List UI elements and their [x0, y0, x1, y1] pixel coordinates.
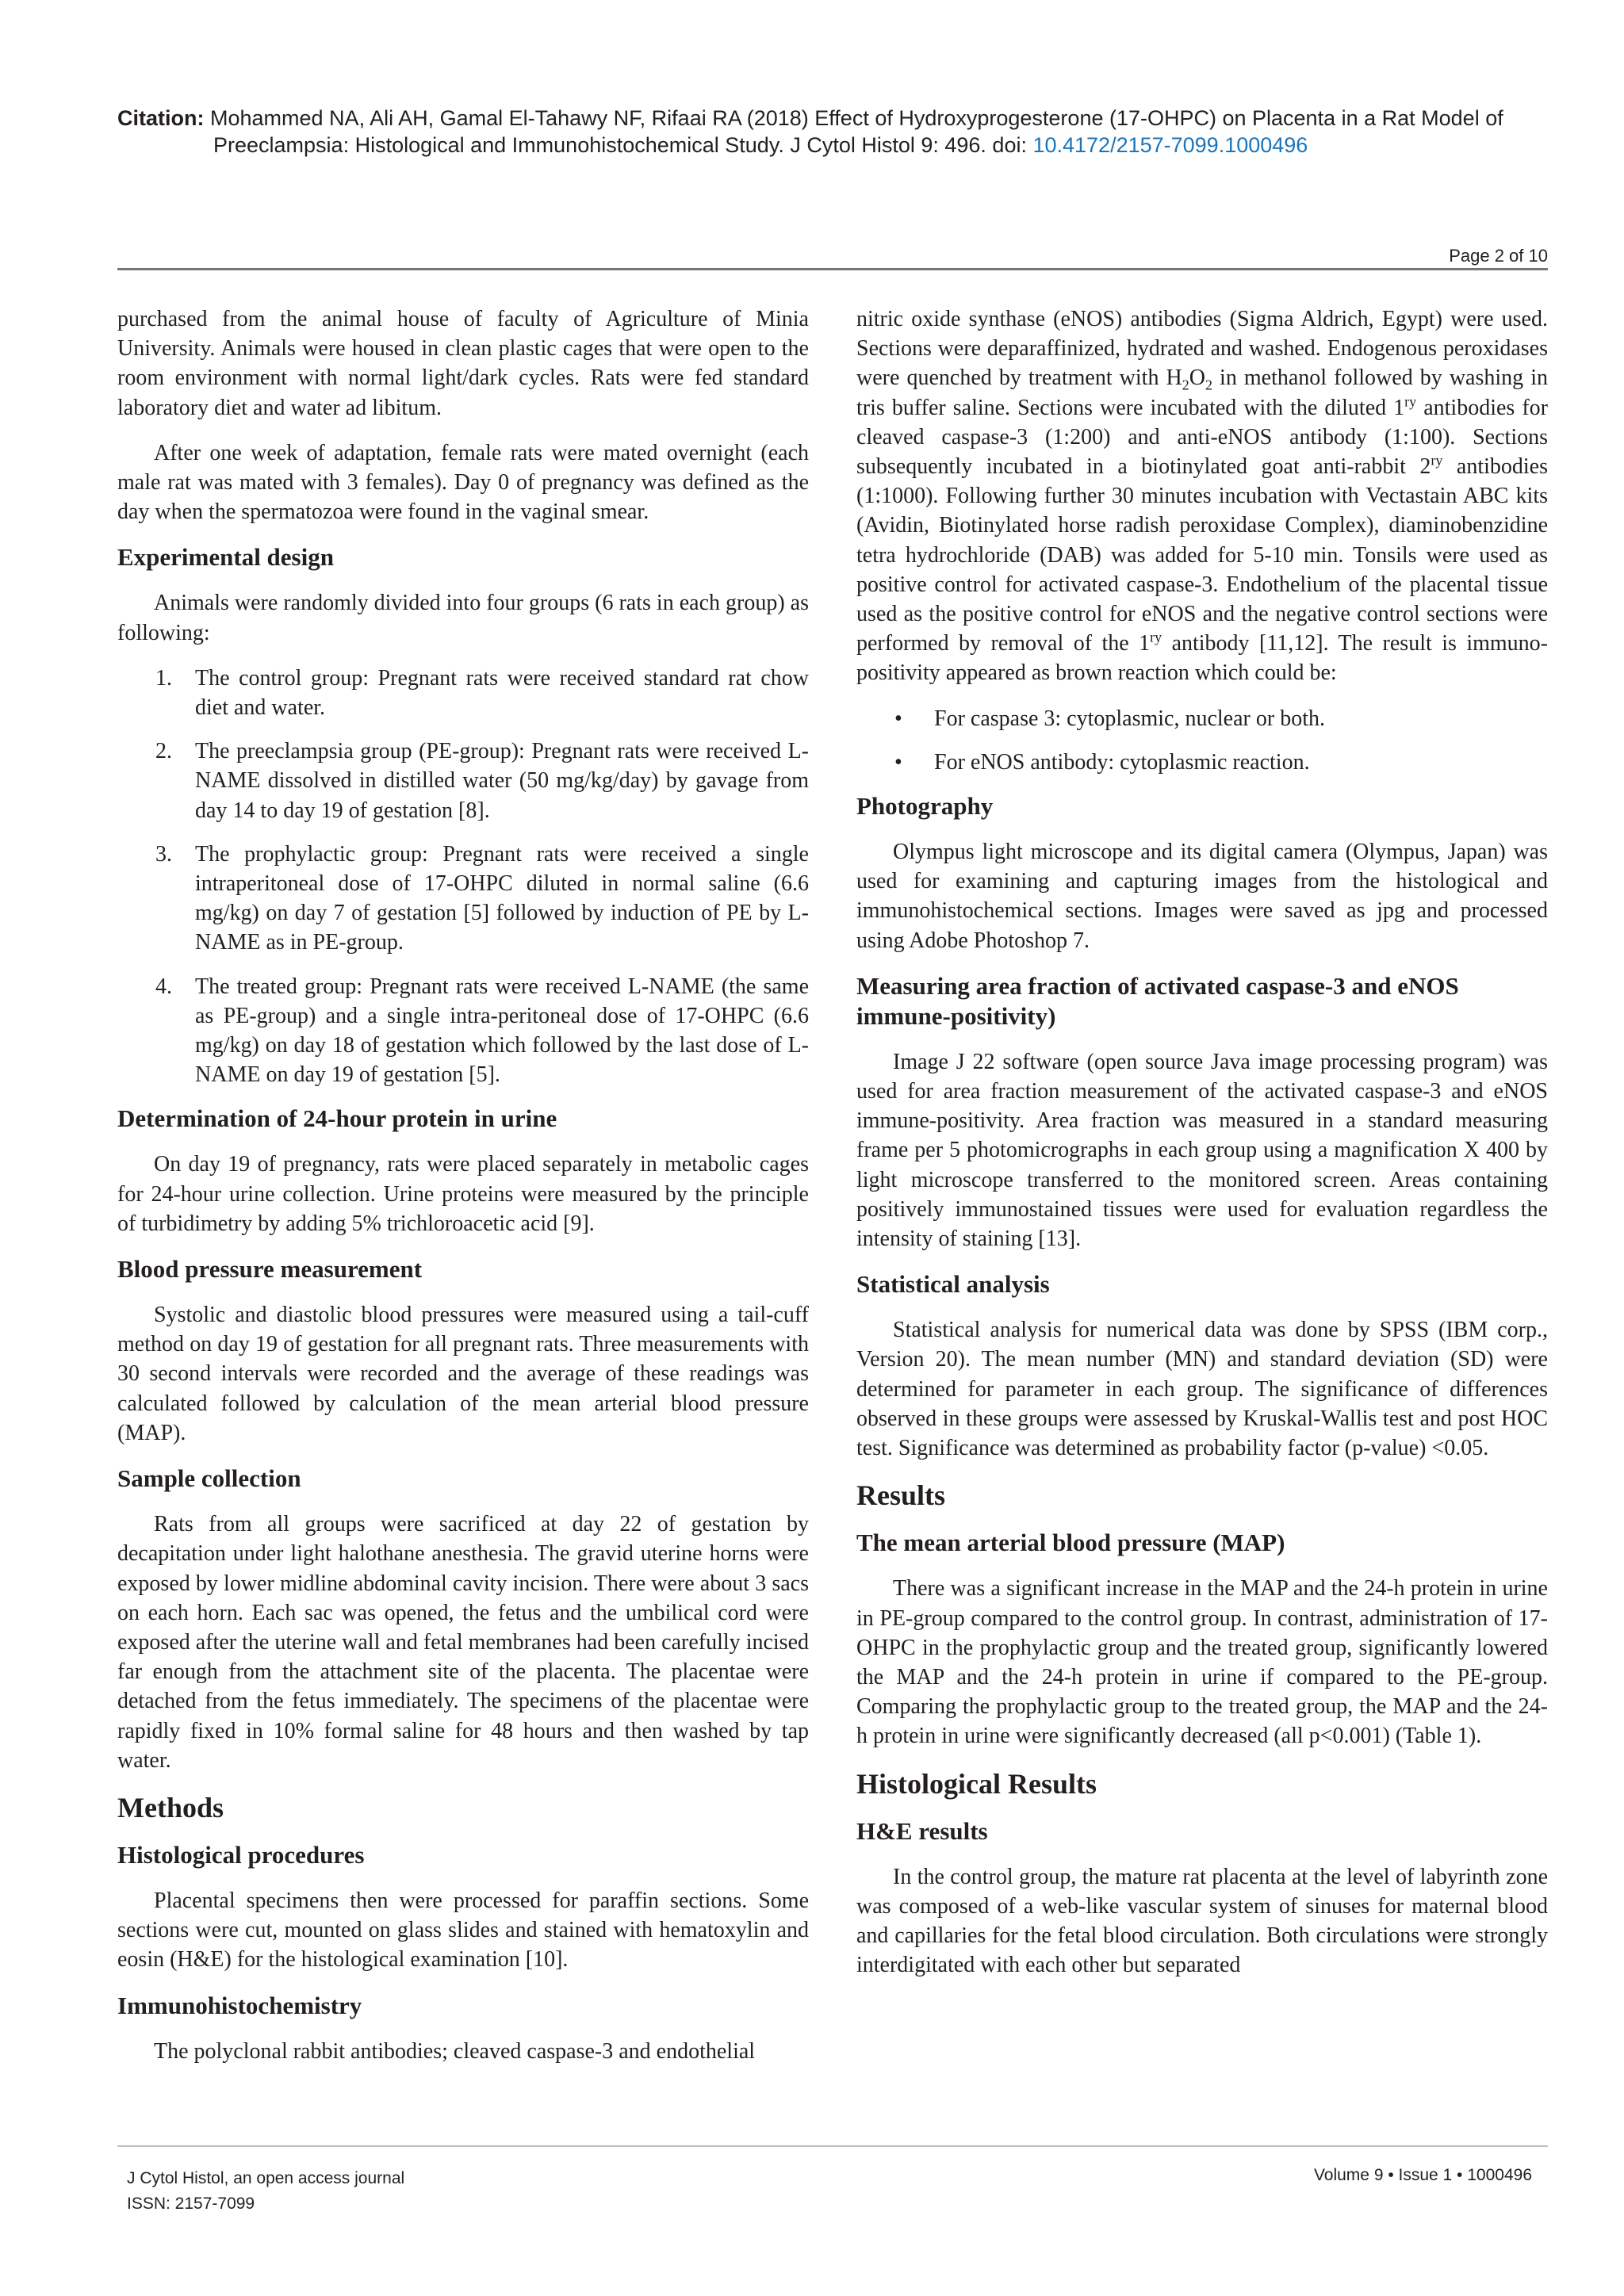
page-number: Page 2 of 10 — [1449, 246, 1548, 266]
list-text: The preeclampsia group (PE-group): Pregnant rats were received L-NAME dissolved in distilled water (50 mg/kg/day) by gavage from day 14 to day 19 of gestation [8]. — [195, 739, 809, 823]
list-number: 4. — [155, 974, 172, 999]
paragraph: Olympus light microscope and its digital camera (Olympus, Japan) was used for examining and capturing images from the histological and immunohistochemical sections. Images were saved as jpg and processed using Adobe Photoshop 7. — [856, 840, 1548, 953]
heading-histological-procedures: Histological procedures — [117, 1840, 365, 1869]
list-item: • For eNOS antibody: cytoplasmic reaction. — [856, 748, 1548, 777]
list-number: 3. — [155, 841, 172, 867]
heading-blood-pressure: Blood pressure measurement — [117, 1255, 423, 1284]
heading-he-results: H&E results — [856, 1816, 988, 1845]
list-item: • For caspase 3: cytoplasmic, nuclear or both. — [856, 704, 1548, 733]
footer-divider — [117, 2145, 1548, 2147]
heading-protein-urine: Determination of 24-hour protein in urine — [117, 1104, 557, 1133]
heading-sample-collection: Sample collection — [117, 1464, 301, 1493]
list-item — [117, 664, 809, 722]
list-text: The control group: Pregnant rats were received standard rat chow diet and water. — [195, 665, 809, 721]
paragraph: On day 19 of pregnancy, rats were placed separately in metabolic cages for 24-hour urine collection. Urine proteins were measured by the principle of turbidimetry by adding 5% trichloroacetic acid [9]. — [117, 1152, 809, 1236]
list-item — [117, 972, 809, 1090]
footer-journal — [127, 2166, 404, 2217]
paragraph: Systolic and diastolic blood pressures were measured using a tail-cuff method on day 19 of gestation for all pregnant rats. Three measurements with 30 second intervals were recorded and the average of these readings was calculated followed by calculation of the mean arterial blood pressure (MAP). — [117, 1303, 809, 1445]
paragraph: Placental specimens then were processed for paraffin sections. Some sections were cut, mounted on glass slides and stained with hematoxylin and eosin (H&E) for the histological examination [10]. — [117, 1888, 809, 1973]
citation-text-2: Preeclampsia: Histological and Immunohistochemical Study. J Cytol Histol 9: 496. doi: — [213, 133, 1033, 157]
result-bullets — [856, 704, 1548, 777]
heading-area-fraction: Measuring area fraction of activated caspase-3 and eNOS immune-positivity) — [856, 971, 1459, 1030]
subscript: 2 — [1182, 377, 1189, 393]
text-run: O — [1189, 365, 1205, 391]
paragraph: Statistical analysis for numerical data was done by SPSS (IBM corp., Version 20). The mean number (MN) and standard deviation (SD) were determined for parameter in each group. The significance of differences observed in these groups were assessed by Kruskal-Wallis test and post HOC test. Significance was determined as probability factor (p-value) <0.05. — [856, 1318, 1548, 1461]
list-number: 2. — [155, 739, 172, 764]
citation-line-1 — [117, 105, 1553, 132]
text-run: nitric oxide synthase (eNOS) antibodies (Sigma Aldrich, Egypt) were used. Sections were deparaffinized, hydrated and washed. Endogenous peroxidases were quenched by treatment with H — [856, 307, 1548, 391]
paragraph — [856, 304, 1548, 688]
journal-name: J Cytol Histol, an open access journal — [127, 2169, 405, 2187]
heading-experimental-design: Experimental design — [117, 543, 334, 572]
paragraph: purchased from the animal house of faculty of Agriculture of Minia University. Animals were housed in clean plastic cages that were open to the room environment with normal light/dark cycles. Rats were fed standard laboratory diet and water ad libitum. — [117, 307, 809, 420]
heading-methods: Methods — [117, 1791, 224, 1823]
text-run: antibody [11,12]. The result is immuno-positivity appeared as brown reaction which could be: — [856, 631, 1548, 686]
paragraph: Animals were randomly divided into four groups (6 rats in each group) as following: — [117, 591, 809, 645]
issn: ISSN: 2157-7099 — [127, 2195, 255, 2213]
list-item — [117, 840, 809, 958]
text-run: antibodies (1:1000). Following further 30 minutes incubation with Vectastain ABC kits (Avidin, Biotinylated horse radish peroxidase Complex), diaminobenzidine tetra hydrochloride (DAB) was added for 5-10 min. Tonsils were used as positive control for activated caspase-3. Endothelium of the placental tissue used as the positive control for eNOS and the negative control sections were performed by removal of the 1 — [856, 454, 1548, 656]
superscript: ry — [1150, 629, 1162, 645]
superscript: ry — [1431, 452, 1443, 469]
list-text: The prophylactic group: Pregnant rats were received a single intraperitoneal dose of 17-OHPC diluted in normal saline (6.6 mg/kg) on day 7 of gestation [5] followed by induction of PE by L-NAME as in PE-group. — [195, 841, 809, 955]
heading-histological-results: Histological Results — [856, 1767, 1097, 1800]
heading-map: The mean arterial blood pressure (MAP) — [856, 1529, 1285, 1557]
subscript: 2 — [1205, 377, 1212, 393]
text-run: in methanol followed by washing in tris buffer saline. Sections were incubated with the diluted 1 — [856, 365, 1548, 420]
citation-text-1: Mohammed NA, Ali AH, Gamal El-Tahawy NF, Rifaai RA (2018) Effect of Hydroxyprogesterone (17-OHPC) on Placenta in a Rat Model of — [210, 106, 1503, 130]
citation-label: Citation: — [117, 106, 205, 130]
heading-results: Results — [856, 1479, 946, 1512]
paragraph: In the control group, the mature rat placenta at the level of labyrinth zone was composed of a web-like vascular system of sinuses for maternal blood and capillaries for the fetal blood circulation. Both circulations were strongly interdigitated with each other but separated — [856, 1864, 1548, 1978]
paragraph: The polyclonal rabbit antibodies; cleaved caspase-3 and endothelial — [154, 2038, 756, 2064]
left-column — [117, 304, 809, 2082]
superscript: ry — [1404, 393, 1417, 410]
paragraph: After one week of adaptation, female rats were mated overnight (each male rat was mated with 3 females). Day 0 of pregnancy was defined as the day when the spermatozoa were found in the vaginal smear. — [117, 440, 809, 525]
footer-volume: Volume 9 • Issue 1 • 1000496 — [1313, 2166, 1532, 2184]
list-number: 1. — [155, 665, 172, 691]
heading-photography: Photography — [856, 792, 994, 821]
citation-line-2 — [117, 132, 1553, 159]
citation-block — [117, 105, 1553, 159]
paragraph: There was a significant increase in the MAP and the 24-h protein in urine in PE-group compared to the control group. In contrast, administration of 17-OHPC in the prophylactic group and the treated group, significantly lowered the MAP and the 24-h protein in urine if compared to the PE-group. Comparing the prophylactic group to the treated group, the MAP and the 24-h protein in urine were significantly decreased (all p<0.001) (Table 1). — [856, 1576, 1548, 1749]
list-text: The treated group: Pregnant rats were received L-NAME (the same as PE-group) and a single intra-peritoneal dose of 17-OHPC (6.6 mg/kg) on day 18 of gestation which followed by the last dose of L-NAME on day 19 of gestation [5]. — [195, 974, 809, 1088]
heading-statistical-analysis: Statistical analysis — [856, 1270, 1050, 1299]
text-run: antibodies for cleaved caspase-3 (1:200) and anti-eNOS antibody (1:100). Sections subsequently incubated in a biotinylated goat anti-rabbit 2 — [856, 395, 1548, 480]
header-divider — [117, 268, 1548, 270]
group-list — [117, 664, 809, 1090]
list-item — [117, 737, 809, 825]
paragraph: Image J 22 software (open source Java image processing program) was used for area fraction measurement of the activated caspase-3 and eNOS immune-positivity. Area fraction was measured in a standard measuring frame per 5 photomicrographs in each group using a magnification X 400 by light microscope transferred to the monitored screen. Areas containing positively immunostained tissues were used for evaluation regardless the intensity of staining [13]. — [856, 1049, 1548, 1252]
right-column — [856, 304, 1548, 1996]
heading-immunohistochemistry: Immunohistochemistry — [117, 1991, 362, 2019]
paragraph: Rats from all groups were sacrificed at day 22 of gestation by decapitation under light halothane anesthesia. The gravid uterine horns were exposed by lower midline abdominal cavity incision. There were about 3 sacs on each horn. Each sac was opened, the fetus and the umbilical cord were exposed after the uterine wall and fetal membranes had been carefully incised far enough from the attachment site of the placenta. The placentae were detached from the fetus immediately. The specimens of the placentae were rapidly fixed in 10% formal saline for 48 hours and then washed by tap water. — [117, 1512, 809, 1773]
doi-link[interactable]: 10.4172/2157-7099.1000496 — [1032, 133, 1308, 157]
